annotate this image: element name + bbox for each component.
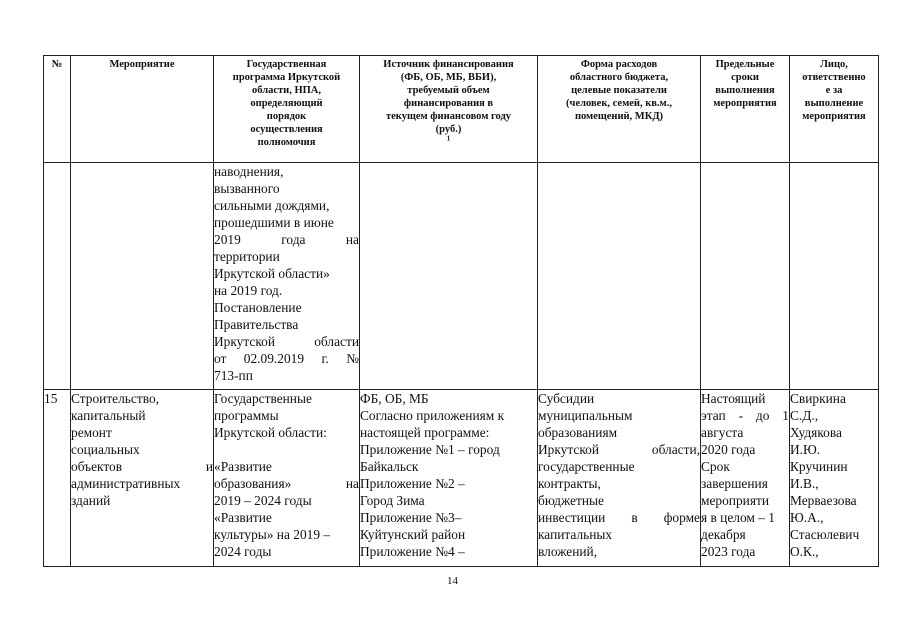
cell-text-line: программы <box>214 408 279 423</box>
cell-text-line: Иркутской области, <box>538 442 700 457</box>
cell-text-line: территории <box>214 249 280 264</box>
cell-text-line: Правительства <box>214 317 299 332</box>
cell-deadline <box>701 390 790 567</box>
cell-text-line: ФБ, ОБ, МБ <box>360 391 429 406</box>
table-row-15 <box>44 390 879 567</box>
cell-text-line: объектов и <box>71 459 213 474</box>
cell-text-line: Куйтунский район <box>360 527 466 542</box>
cell-text-line: образования» на <box>214 476 359 491</box>
header-number: № <box>44 56 71 163</box>
cell-text-line: Согласно приложениям к <box>360 408 505 423</box>
cell-text-line: инвестиции в форме <box>538 510 700 525</box>
cell-expense-form <box>538 163 701 390</box>
cell-text-line: И.В., <box>790 476 819 491</box>
cell-event <box>71 390 214 567</box>
cell-text-line: Иркутской области: <box>214 425 327 440</box>
cell-text-line: Приложение №2 – <box>360 476 465 491</box>
cell-program <box>214 390 360 567</box>
header-responsible: Лицо, ответственно е за выполнение мероприятия <box>790 56 879 163</box>
header-event: Мероприятие <box>71 56 214 163</box>
cell-text-line: августа <box>701 425 744 440</box>
cell-text-line: 2023 года <box>701 544 756 559</box>
cell-text-line: Постановление <box>214 300 302 315</box>
cell-text-line: 2019 – 2024 годы <box>214 493 312 508</box>
cell-text-line: прошедшими в июне <box>214 215 334 230</box>
cell-text-line: Мерваезова <box>790 493 857 508</box>
document-table <box>43 55 879 567</box>
cell-program <box>214 163 360 390</box>
cell-text-line: Строительство, <box>71 391 159 406</box>
cell-text-line: 2020 года <box>701 442 756 457</box>
cell-text-line: Кручинин <box>790 459 848 474</box>
table-row-continuation <box>44 163 879 390</box>
cell-responsible <box>790 390 879 567</box>
cell-text-line: Приложение №3– <box>360 510 462 525</box>
cell-text-line: Ю.А., <box>790 510 824 525</box>
cell-text-line: Город Зима <box>360 493 425 508</box>
cell-text-line: С.Д., <box>790 408 819 423</box>
cell-text-line: я в целом – 1 <box>701 510 775 525</box>
header-deadline: Предельные сроки выполнения мероприятия <box>701 56 790 163</box>
cell-text-line: наводнения, <box>214 164 284 179</box>
cell-text-line: капитальных <box>538 527 613 542</box>
cell-text-line: Приложение №4 – <box>360 544 465 559</box>
cell-expense-form <box>538 390 701 567</box>
cell-text-line: Байкальск <box>360 459 419 474</box>
cell-text-line: вложений, <box>538 544 598 559</box>
cell-text-line: О.К., <box>790 544 819 559</box>
header-program: Государственная программа Иркутской области, НПА, определяющий порядок осуществления полномочия <box>214 56 360 163</box>
cell-text-line: сильными дождями, <box>214 198 330 213</box>
cell-text-line: 2019 года на <box>214 232 359 247</box>
cell-text-line: муниципальным <box>538 408 633 423</box>
cell-text-line: завершения <box>701 476 768 491</box>
cell-text-line: культуры» на 2019 – <box>214 527 331 542</box>
cell-text-line: Иркутской области <box>214 334 359 349</box>
cell-text-line: на 2019 год. <box>214 283 283 298</box>
cell-funding-source <box>360 163 538 390</box>
cell-text-line: Свиркина <box>790 391 846 406</box>
cell-text-line: Стасюлевич <box>790 527 860 542</box>
cell-text-line: этап - до 1 <box>701 408 789 423</box>
cell-text-line: капитальный <box>71 408 146 423</box>
cell-text-line: ремонт <box>71 425 112 440</box>
cell-text-line: «Развитие <box>214 510 272 525</box>
cell-text-line: Иркутской области» <box>214 266 330 281</box>
cell-text-line: декабря <box>701 527 746 542</box>
page-number: 14 <box>447 575 458 587</box>
cell-text-line: настоящей программе: <box>360 425 490 440</box>
cell-text-line: от 02.09.2019 г. № <box>214 351 359 366</box>
header-row <box>44 56 879 163</box>
cell-text-line: Худякова <box>790 425 842 440</box>
cell-text-line: Субсидии <box>538 391 595 406</box>
cell-text-line: административных <box>71 476 181 491</box>
cell-text-line: 713-пп <box>214 368 253 383</box>
header-expense-form: Форма расходов областного бюджета, целевые показатели (человек, семей, кв.м., помещений, МКД) <box>538 56 701 163</box>
footnote-mark: 1 <box>446 134 451 143</box>
cell-deadline <box>701 163 790 390</box>
cell-text-line: Приложение №1 – город <box>360 442 500 457</box>
cell-text-line: контракты, <box>538 476 601 491</box>
cell-text-line <box>214 441 359 458</box>
cell-text-line: «Развитие <box>214 459 272 474</box>
cell-text-line: вызванного <box>214 181 280 196</box>
cell-responsible <box>790 163 879 390</box>
cell-number <box>44 163 71 390</box>
cell-text-line: социальных <box>71 442 140 457</box>
cell-text-line: Настоящий <box>701 391 766 406</box>
cell-text-line: 2024 годы <box>214 544 272 559</box>
cell-text-line: Срок <box>701 459 730 474</box>
cell-text-line: образованиям <box>538 425 618 440</box>
cell-text-line: государственные <box>538 459 635 474</box>
cell-text-line: И.Ю. <box>790 442 821 457</box>
cell-number: 15 <box>44 390 71 567</box>
cell-event <box>71 163 214 390</box>
header-funding-source: Источник финансирования (ФБ, ОБ, МБ, ВБИ), требуемый объем финансирования в текущем финансовом году (руб.) $^1$ <box>360 56 538 163</box>
cell-text-line: Государственные <box>214 391 312 406</box>
cell-funding-source <box>360 390 538 567</box>
cell-text-line: бюджетные <box>538 493 604 508</box>
cell-text-line: мероприяти <box>701 493 770 508</box>
cell-text-line: зданий <box>71 493 111 508</box>
